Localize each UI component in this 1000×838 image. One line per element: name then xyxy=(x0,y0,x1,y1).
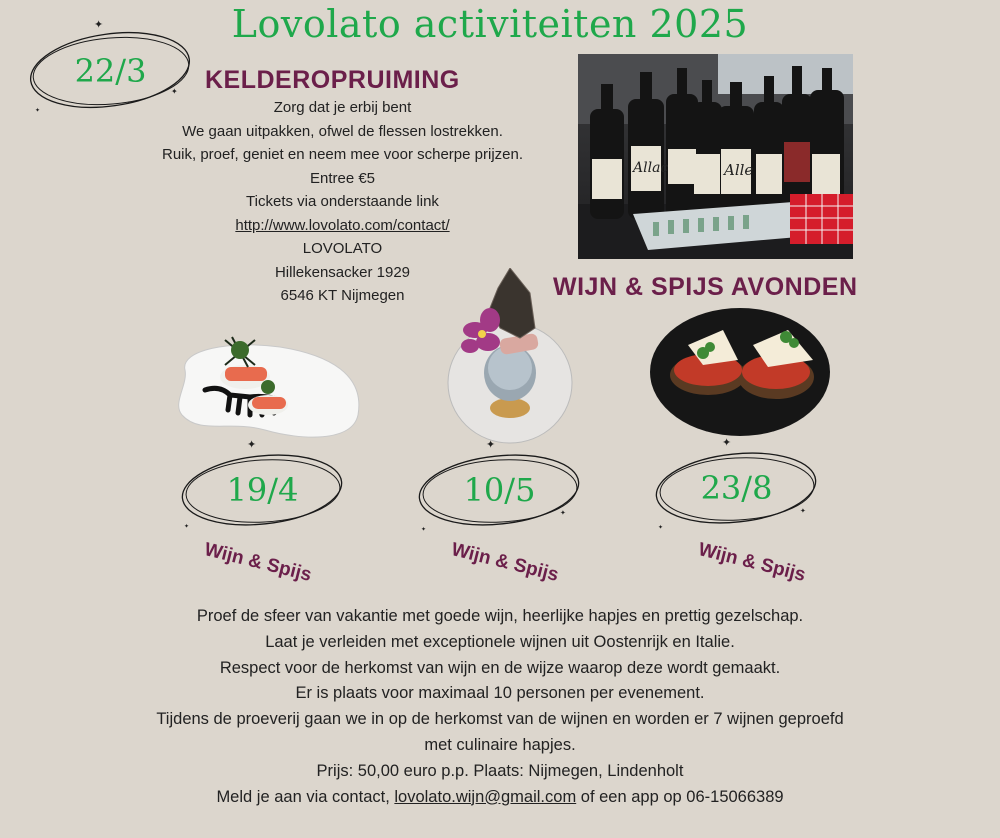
description-line: Tijdens de proeverij gaan we in op de herkomst van de wijnen en worden er 7 wijnen geproefd xyxy=(156,710,844,729)
description-line: Proef de sfeer van vakantie met goede wijn, heerlijke hapjes en prettig gezelschap. xyxy=(196,607,804,625)
info-line: We gaan uitpakken, ofwel de flessen lostrekken. xyxy=(182,122,503,140)
price-line: Prijs: 50,00 euro p.p. Plaats: Nijmegen, Lindenholt xyxy=(316,761,684,780)
event-label-3: Wijn & Spijs xyxy=(696,539,808,586)
sparkle-icon: ✦ xyxy=(247,439,257,451)
date-ring-event-2 xyxy=(417,450,582,530)
info-line: Tickets via onderstaande link xyxy=(246,193,439,210)
contact-suffix: of een app op 06-15066389 xyxy=(576,787,784,806)
info-line: Ruik, proef, geniet en neem mee voor scherpe prijzen. xyxy=(161,146,524,163)
date-ring-event-3 xyxy=(654,448,819,528)
contact-line xyxy=(50,785,950,811)
info-line: Zorg dat je erbij bent xyxy=(273,99,412,116)
date-kelder: 22/3 xyxy=(74,51,147,90)
event-description xyxy=(50,604,950,810)
sparkle-icon: ✦ xyxy=(35,108,41,114)
page-title: Lovolato activiteiten 2025 xyxy=(231,2,749,46)
sparkle-icon: ✦ xyxy=(184,524,190,530)
dish-photo-1 xyxy=(170,325,365,450)
kelder-heading: KELDEROPRUIMING xyxy=(205,66,460,94)
address-line: Hillekensacker 1929 xyxy=(274,263,411,281)
event-label-2: Wijn & Spijs xyxy=(449,539,561,586)
description-line: Respect voor de herkomst van wijn en de wijze waarop deze wordt gemaakt. xyxy=(219,658,781,677)
sparkle-icon: ✦ xyxy=(94,19,104,31)
date-event-3: 23/8 xyxy=(700,469,773,507)
wine-label-text: Alle xyxy=(724,161,754,179)
date-ring-event-1 xyxy=(180,450,345,530)
info-line: Entree €5 xyxy=(309,169,376,187)
sparkle-icon: ✦ xyxy=(560,510,566,517)
sparkle-icon: ✦ xyxy=(171,87,178,96)
event-label-1: Wijn & Spijs xyxy=(202,539,314,586)
sparkle-icon: ✦ xyxy=(658,525,664,531)
description-line: Er is plaats voor maximaal 10 personen per evenement. xyxy=(295,684,705,703)
sparkle-icon: ✦ xyxy=(800,508,806,515)
description-line: met culinaire hapjes. xyxy=(424,735,576,754)
address-line: LOVOLATO xyxy=(302,240,383,257)
wine-label-text: Allac xyxy=(633,160,669,176)
dish-photo-2 xyxy=(440,268,575,448)
address-line: 6546 KT Nijmegen xyxy=(280,287,405,304)
email-link[interactable]: lovolato.wijn@gmail.com xyxy=(394,787,577,806)
sparkle-icon: ✦ xyxy=(486,439,496,451)
wijn-spijs-heading: WIJN & SPIJS AVONDEN xyxy=(553,273,858,301)
description-line: Laat je verleiden met exceptionele wijnen uit Oostenrijk en Italie. xyxy=(265,632,735,651)
dish-photo-3 xyxy=(648,305,833,440)
sparkle-icon: ✦ xyxy=(421,527,427,533)
wine-bottles-photo xyxy=(578,54,853,259)
date-event-1: 19/4 xyxy=(226,471,299,509)
date-event-2: 10/5 xyxy=(463,471,536,509)
sparkle-icon: ✦ xyxy=(722,437,732,449)
contact-link[interactable]: http://www.lovolato.com/contact/ xyxy=(235,216,450,234)
contact-prefix: Meld je aan via contact, xyxy=(216,787,395,806)
